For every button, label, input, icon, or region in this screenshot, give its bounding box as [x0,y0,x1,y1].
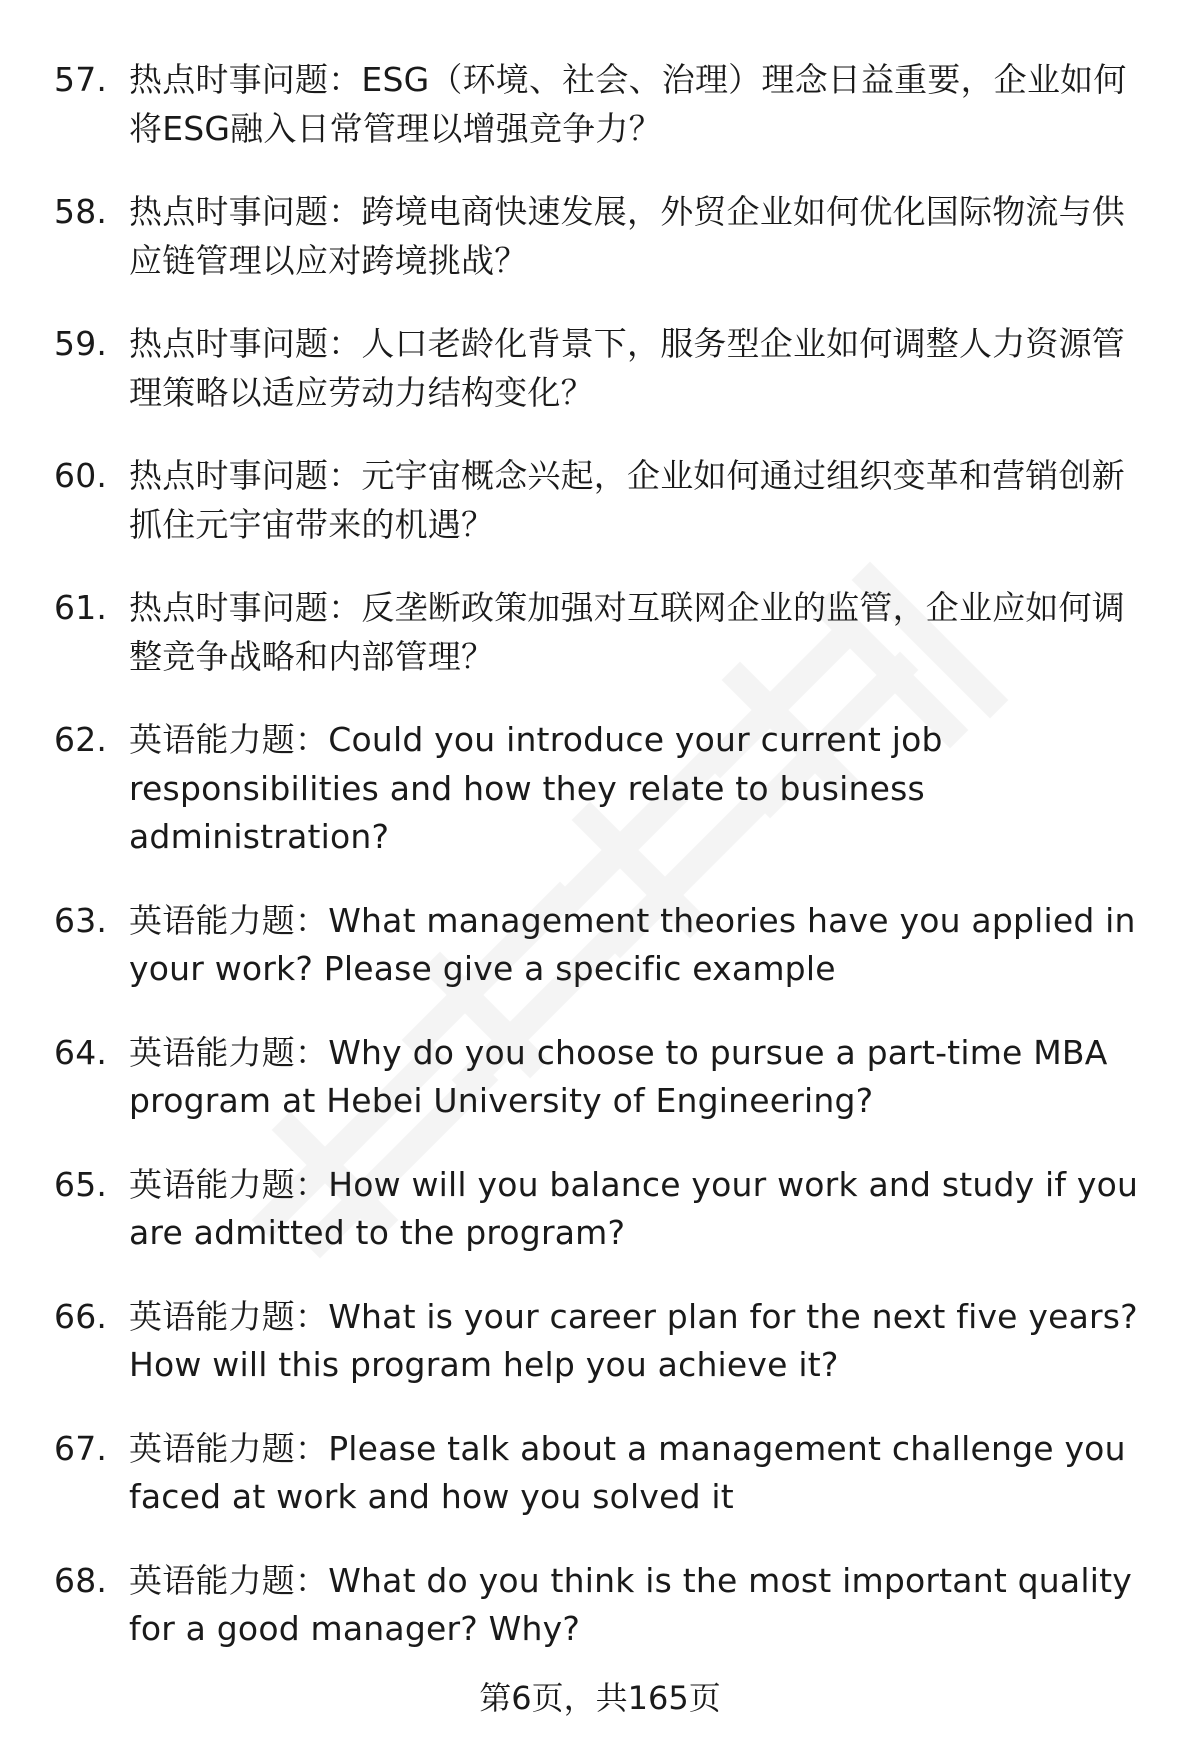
question-number: 59. [54,324,108,363]
question-item [54,1425,1154,1522]
question-number: 61. [54,588,108,627]
question-text: 英语能力题：How will you balance your work and study if you are admitted to the program? [129,1164,1139,1252]
question-number: 60. [54,456,108,495]
question-item [54,1293,1154,1390]
question-item [54,716,1154,862]
question-item [54,1029,1154,1126]
question-text: 英语能力题：Why do you choose to pursue a part-time MBA program at Hebei University of Engineering? [129,1032,1108,1120]
question-item [54,56,1154,153]
question-item [54,320,1154,417]
question-text: 英语能力题：What management theories have you applied in your work? Please give a specific example [129,900,1136,988]
question-item [54,1161,1154,1258]
question-text: 热点时事问题：反垄断政策加强对互联网企业的监管，企业应如何调整竞争战略和内部管理？ [129,588,1125,676]
question-item [54,584,1154,681]
question-item [54,188,1154,285]
page-number-footer: 第6页，共165页 [479,1679,721,1717]
question-item [54,897,1154,994]
question-text: 热点时事问题：跨境电商快速发展，外贸企业如何优化国际物流与供应链管理以应对跨境挑战？ [129,192,1125,280]
question-text: 热点时事问题：ESG（环境、社会、治理）理念日益重要，企业如何将ESG融入日常管理以增强竞争力？ [129,60,1127,148]
question-text: 热点时事问题：元宇宙概念兴起，企业如何通过组织变革和营销创新抓住元宇宙带来的机遇？ [129,456,1125,544]
question-text: 英语能力题：Could you introduce your current job responsibilities and how they relate to business administration? [129,720,943,856]
question-number: 65. [54,1164,108,1204]
question-number: 67. [54,1428,108,1468]
question-number: 64. [54,1032,108,1072]
question-list [54,56,1154,1689]
question-item [54,1557,1154,1654]
question-text: 英语能力题：Please talk about a management challenge you faced at work and how you solved it [129,1428,1126,1516]
question-number: 62. [54,720,108,759]
question-text: 英语能力题：What is your career plan for the next five years? How will this program help you achieve it? [129,1296,1138,1384]
question-number: 57. [54,60,108,99]
question-number: 68. [54,1560,108,1600]
question-number: 66. [54,1296,108,1336]
question-item [54,452,1154,549]
question-text: 热点时事问题：人口老龄化背景下，服务型企业如何调整人力资源管理策略以适应劳动力结构变化？ [129,324,1125,412]
question-number: 58. [54,192,108,231]
question-text: 英语能力题：What do you think is the most important quality for a good manager? Why? [129,1560,1132,1648]
question-number: 63. [54,900,108,940]
